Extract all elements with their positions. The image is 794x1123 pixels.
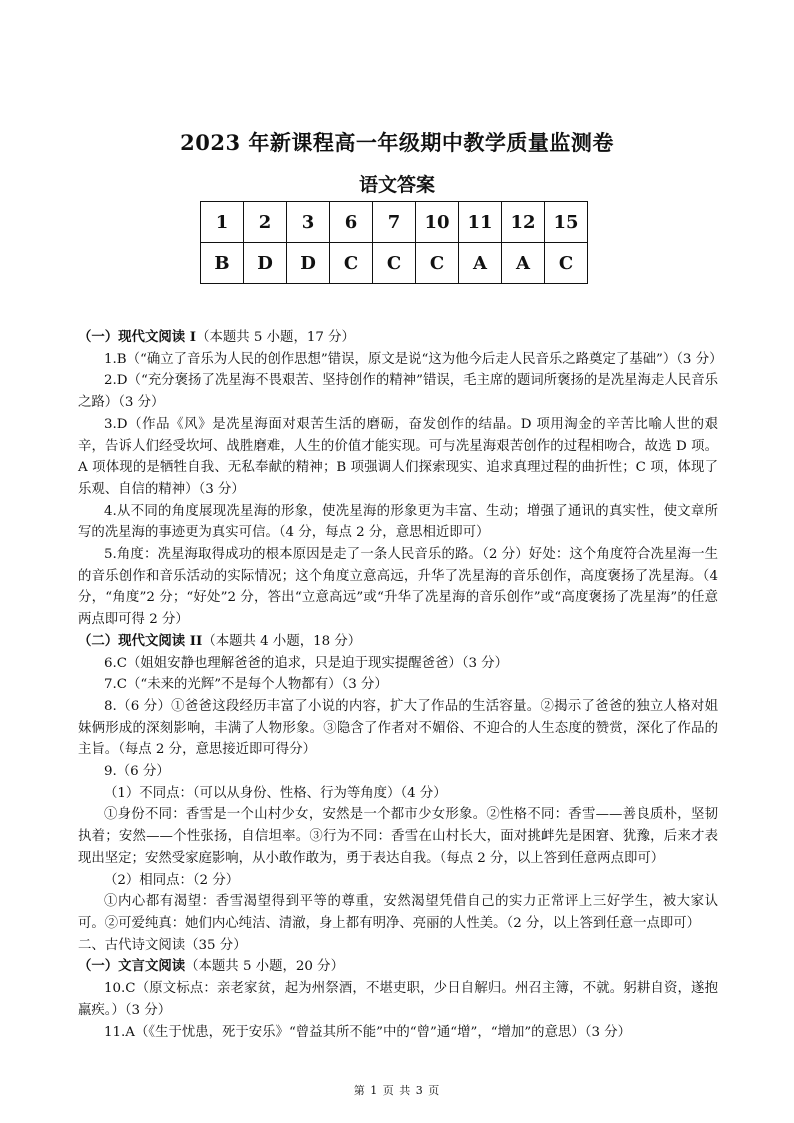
answer-item-q10: 10.C（原文标点：亲老家贫，起为州祭酒，不堪吏职，少日自解归。州召主簿，不就。躬耕自资，遂抱羸疾。）（3 分） [78, 981, 718, 1018]
question-number-cell: 6 [330, 202, 373, 243]
answer-cell: D [244, 243, 287, 284]
answer-item-q9-part2-text: ①内心都有渴望：香雪渴望得到平等的尊重，安然渴望凭借自己的实力正常评上三好学生，被大家认可。②可爱纯真：她们内心纯洁、清澈，身上都有明净、亮丽的人性美。（2 分，以上答到任意一点即可） [78, 894, 718, 931]
section-heading [78, 327, 718, 349]
answer-item-q2: 2.D（“充分褒扬了冼星海不畏艰苦、坚持创作的精神”错误，毛主席的题词所褒扬的是冼星海走人民音乐之路）（3 分） [78, 373, 718, 411]
answer-item-q9: 9.（6 分） [104, 764, 170, 780]
answer-item-q4: 4.从不同的角度展现冼星海的形象，使冼星海的形象更为丰富、生动；增强了通讯的真实性，使文章所写的冼星海的事迹更为真实可信。（4 分，每点 2 分，意思相近即可） [78, 503, 718, 541]
page-subtitle: 语文答案 [358, 174, 435, 196]
question-number-cell: 12 [502, 202, 545, 243]
answer-cell: C [330, 243, 373, 284]
section-heading-title: （二）现代文阅读 II [78, 632, 203, 649]
section-heading-title: （一）现代文阅读 I [78, 329, 197, 345]
answer-cell: A [502, 243, 545, 284]
page-footer: 第 1 页 共 3 页 [353, 1084, 441, 1097]
question-number-cell: 2 [244, 202, 287, 243]
answer-item-q7: 7.C（“未来的光辉”不是每个人物都有）（3 分） [104, 677, 388, 693]
answer-item-q9-part2: （2）相同点：（2 分） [104, 872, 240, 888]
answer-cell: A [459, 243, 502, 284]
part-heading: 二、古代诗文阅读（35 分） [78, 937, 247, 953]
answer-item-q9-part1: （1）不同点：（可以从身份、性格、行为等角度）（4 分） [104, 785, 447, 801]
answer-item-q9-part1-text: ①身份不同：香雪是一个山村少女，安然是一个都市少女形象。②性格不同：香雪——善良质朴，坚韧执着；安然——个性张扬，自信坦率。③行为不同：香雪在山村长大，面对挑衅先是困窘、犹豫，后来才表现出坚定；安然受家庭影响，从小敢作敢为，勇于表达自我。（每点 2 分，以上答到任意两点即可） [78, 807, 718, 866]
question-number-cell: 7 [373, 202, 416, 243]
answer-cell: C [373, 243, 416, 284]
answer-cell: D [287, 243, 330, 284]
answer-cell: B [201, 243, 244, 284]
answer-cell: C [545, 243, 588, 284]
question-number-cell: 11 [459, 202, 502, 243]
section-heading-title: （一）文言文阅读 [78, 958, 186, 975]
question-number-cell: 10 [416, 202, 459, 243]
answer-table-answer-row [201, 243, 588, 284]
answer-content [78, 327, 723, 1043]
answer-item-q1: 1.B（“确立了音乐为人民的创作思想”错误，原文是说“这为他今后走人民音乐之路奠定了基础”）（3 分） [104, 351, 723, 367]
answer-cell: C [416, 243, 459, 284]
question-number-cell: 1 [201, 202, 244, 243]
answer-item-q6: 6.C（姐姐安静也理解爸爸的追求，只是迫于现实提醒爸爸）（3 分） [104, 655, 509, 671]
answer-item-q11: 11.A（《生于忧患，死于安乐》“曾益其所不能”中的“曾”通“增”，“增加”的意思）（3 分） [104, 1024, 631, 1040]
answer-item-q3: 3.D（作品《风》是冼星海面对艰苦生活的磨砺，奋发创作的结晶。D 项用淘金的辛苦比喻人世的艰辛，告诉人们经受坎坷、战胜磨难，人生的价值才能实现。可与冼星海艰苦创作的过程相吻合，故选 D 项。A 项体现的是牺牲自我、无私奉献的精神；B 项强调人们探索现实、追求真理过程的曲折性；C 项，体现了乐观、自信的精神）（3 分） [78, 416, 718, 497]
answer-item-q5: 5.角度：冼星海取得成功的根本原因是走了一条人民音乐的路。（2 分）好处：这个角度符合冼星海一生的音乐创作和音乐活动的实际情况；这个角度立意高远，升华了冼星海的音乐创作，高度褒扬了冼星海。（4 分，“角度”2 分；“好处”2 分，答出“立意高远”或“升华了冼星海的音乐创作”或“高度褒扬了冼星海”的任意两点即可得 2 分） [78, 547, 718, 628]
section-heading-note: （本题共 5 小题，17 分） [196, 330, 355, 345]
section-heading-note: （本题共 5 小题，20 分） [185, 959, 344, 975]
question-number-cell: 15 [545, 202, 588, 243]
question-number-cell: 3 [287, 202, 330, 243]
section-heading [78, 631, 718, 653]
answer-table-number-row [201, 202, 588, 243]
answer-item-q8: 8.（6 分）①爸爸这段经历丰富了小说的内容，扩大了作品的生活容量。②揭示了爸爸的独立人格对姐妹俩形成的深刻影响，丰满了人物形象。③隐含了作者对不媚俗、不迎合的人生态度的赞赏，深化了作品的主旨。（每点 2 分，意思接近即可得分） [78, 698, 718, 758]
page-title: 2023 年新课程高一年级期中教学质量监测卷 [180, 130, 614, 155]
section-heading [78, 956, 718, 978]
answer-table [200, 201, 588, 284]
section-heading-note: （本题共 4 小题，18 分） [202, 633, 362, 649]
